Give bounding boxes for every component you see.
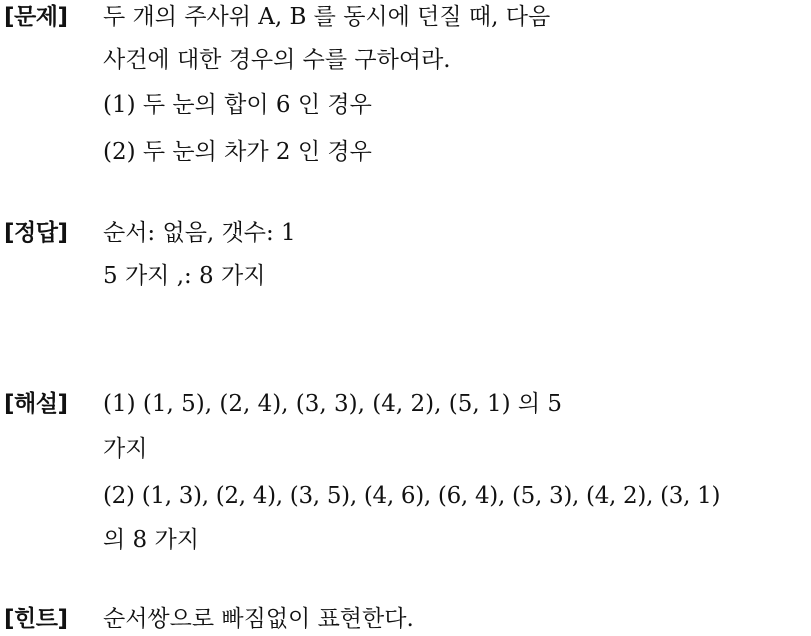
- problem-label: [문제]: [4, 4, 68, 30]
- explanation-line-4: 의 8 가지: [103, 527, 199, 553]
- problem-line-4: (2) 두 눈의 차가 2 인 경우: [103, 139, 372, 165]
- explanation-line-3: (2) (1, 3), (2, 4), (3, 5), (4, 6), (6, 4), (5, 3), (4, 2), (3, 1): [103, 483, 721, 509]
- problem-line-3: (1) 두 눈의 합이 6 인 경우: [103, 92, 372, 118]
- answer-line-2: 5 가지 ,: 8 가지: [103, 263, 266, 289]
- hint-line-1: 순서쌍으로 빠짐없이 표현한다.: [103, 606, 414, 632]
- hint-label: [힌트]: [4, 606, 68, 632]
- answer-label: [정답]: [4, 220, 68, 246]
- problem-line-2: 사건에 대한 경우의 수를 구하여라.: [103, 47, 451, 73]
- answer-line-1: 순서: 없음, 갯수: 1: [103, 220, 296, 246]
- explanation-line-2: 가지: [103, 436, 148, 462]
- problem-line-1: 두 개의 주사위 A, B 를 동시에 던질 때, 다음: [103, 4, 551, 30]
- explanation-label: [해설]: [4, 391, 68, 417]
- explanation-line-1: (1) (1, 5), (2, 4), (3, 3), (4, 2), (5, 1) 의 5: [103, 391, 563, 417]
